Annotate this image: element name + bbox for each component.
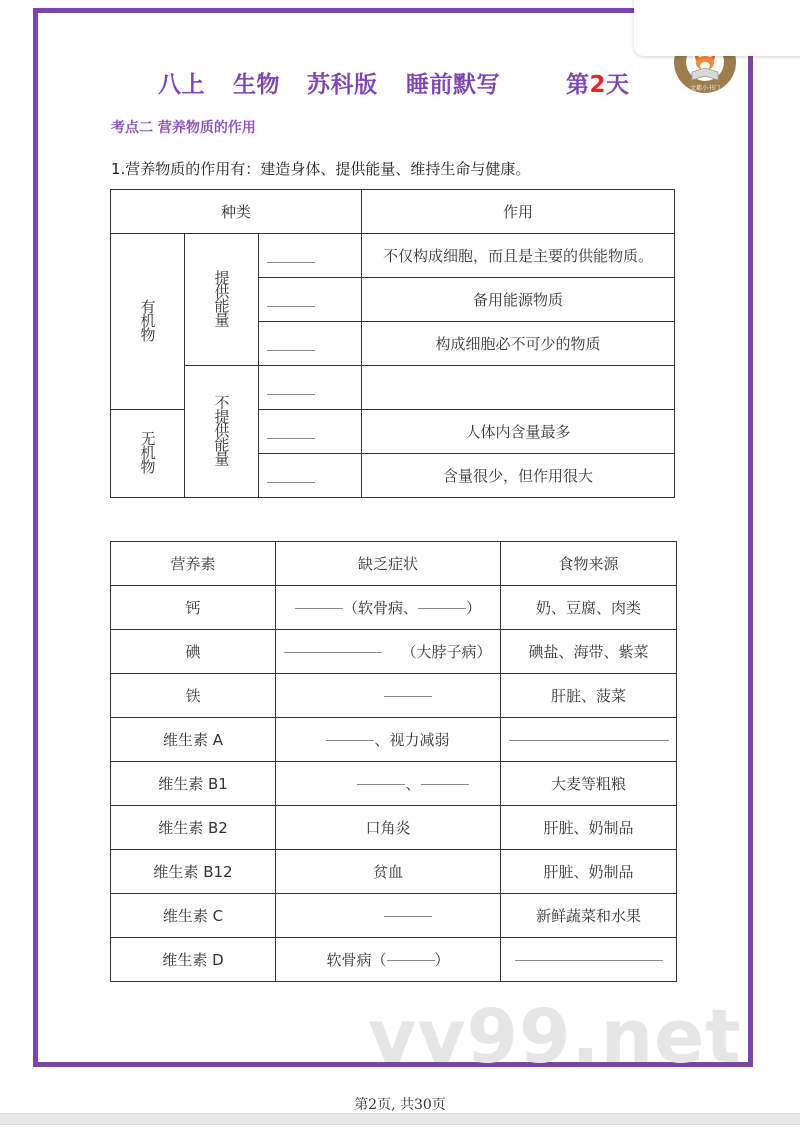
table-row bbox=[111, 718, 677, 762]
blank-line[interactable] bbox=[384, 916, 432, 917]
blank-line[interactable] bbox=[295, 608, 343, 609]
source-cell: 肝脏、奶制品 bbox=[501, 850, 677, 894]
blank-line[interactable] bbox=[267, 306, 315, 307]
nutrient-cell: 碘 bbox=[111, 630, 276, 674]
blank-line[interactable] bbox=[267, 350, 315, 351]
header-source: 食物来源 bbox=[501, 542, 677, 586]
function-cell bbox=[362, 366, 675, 410]
group-organic: 有机物 bbox=[111, 234, 185, 410]
function-cell: 构成细胞必不可少的物质 bbox=[362, 322, 675, 366]
nutrient-cell: 钙 bbox=[111, 586, 276, 630]
nutrient-cell: 铁 bbox=[111, 674, 276, 718]
symptom-cell[interactable]: （大脖子病） bbox=[276, 630, 501, 674]
symptom-cell[interactable] bbox=[276, 674, 501, 718]
fill-blank-cell[interactable] bbox=[259, 322, 362, 366]
symptom-cell: 贫血 bbox=[276, 850, 501, 894]
table-row bbox=[111, 586, 677, 630]
group-no-energy: 不提供能量 bbox=[185, 366, 259, 498]
blank-line[interactable] bbox=[267, 262, 315, 263]
title-edition: 苏科版 bbox=[307, 72, 378, 98]
fill-blank-cell[interactable] bbox=[259, 454, 362, 498]
svg-text:文都小书门: 文都小书门 bbox=[689, 85, 721, 92]
function-cell: 人体内含量最多 bbox=[362, 410, 675, 454]
group-energy: 提供能量 bbox=[185, 234, 259, 366]
intro-text: 1.营养物质的作用有：建造身体、提供能量、维持生命与健康。 bbox=[111, 160, 531, 178]
symptom-cell[interactable]: 软骨病（ ） bbox=[276, 938, 501, 982]
blank-line[interactable] bbox=[418, 608, 466, 609]
header-nutrient: 营养素 bbox=[111, 542, 276, 586]
blank-line[interactable] bbox=[357, 784, 405, 785]
nutrient-category-table bbox=[110, 189, 675, 498]
next-page-top bbox=[0, 1125, 800, 1137]
source-cell: 新鲜蔬菜和水果 bbox=[501, 894, 677, 938]
symptom-cell[interactable]: （软骨病、 ） bbox=[276, 586, 501, 630]
nutrient-cell: 维生素 D bbox=[111, 938, 276, 982]
day-suffix: 天 bbox=[606, 72, 630, 98]
table-row bbox=[111, 674, 677, 718]
nutrient-cell: 维生素 B2 bbox=[111, 806, 276, 850]
table-row bbox=[111, 366, 675, 410]
header-category: 种类 bbox=[111, 190, 362, 234]
symptom-cell[interactable]: 、视力减弱 bbox=[276, 718, 501, 762]
table-row bbox=[111, 234, 675, 278]
function-cell: 不仅构成细胞，而且是主要的供能物质。 bbox=[362, 234, 675, 278]
day-number: 2 bbox=[589, 72, 607, 98]
function-cell: 备用能源物质 bbox=[362, 278, 675, 322]
blank-line[interactable] bbox=[509, 740, 669, 741]
blank-line[interactable] bbox=[387, 960, 435, 961]
source-cell: 碘盐、海带、紫菜 bbox=[501, 630, 677, 674]
floating-overlay-card[interactable] bbox=[634, 0, 800, 56]
table-row bbox=[111, 938, 677, 982]
blank-line[interactable] bbox=[267, 438, 315, 439]
source-cell: 肝脏、菠菜 bbox=[501, 674, 677, 718]
nutrient-cell: 维生素 B12 bbox=[111, 850, 276, 894]
table-row bbox=[111, 894, 677, 938]
symptom-cell[interactable] bbox=[276, 894, 501, 938]
page-indicator: 第2页, 共30页 bbox=[354, 1097, 446, 1113]
header-function: 作用 bbox=[362, 190, 675, 234]
blank-line[interactable] bbox=[284, 652, 382, 653]
nutrient-cell: 维生素 A bbox=[111, 718, 276, 762]
section-heading: 考点二 营养物质的作用 bbox=[111, 120, 256, 136]
title-activity: 睡前默写 bbox=[406, 72, 500, 98]
function-cell: 含量很少，但作用很大 bbox=[362, 454, 675, 498]
blank-line[interactable] bbox=[515, 960, 663, 961]
table-row bbox=[111, 806, 677, 850]
nutrient-cell: 维生素 C bbox=[111, 894, 276, 938]
title-grade: 八上 bbox=[158, 72, 205, 98]
source-cell[interactable] bbox=[501, 718, 677, 762]
table-row bbox=[111, 850, 677, 894]
nutrient-deficiency-table bbox=[110, 541, 677, 982]
fill-blank-cell[interactable] bbox=[259, 366, 362, 410]
source-cell: 奶、豆腐、肉类 bbox=[501, 586, 677, 630]
blank-line[interactable] bbox=[267, 394, 315, 395]
blank-line[interactable] bbox=[421, 784, 469, 785]
page-title bbox=[158, 66, 638, 100]
fill-blank-cell[interactable] bbox=[259, 278, 362, 322]
table-row bbox=[111, 762, 677, 806]
symptom-cell: 口角炎 bbox=[276, 806, 501, 850]
day-prefix: 第 bbox=[566, 72, 590, 98]
header-symptom: 缺乏症状 bbox=[276, 542, 501, 586]
source-cell: 肝脏、奶制品 bbox=[501, 806, 677, 850]
table-header-row bbox=[111, 190, 675, 234]
blank-line[interactable] bbox=[326, 740, 374, 741]
nutrient-cell: 维生素 B1 bbox=[111, 762, 276, 806]
fill-blank-cell[interactable] bbox=[259, 234, 362, 278]
blank-line[interactable] bbox=[267, 482, 315, 483]
blank-line[interactable] bbox=[384, 696, 432, 697]
fill-blank-cell[interactable] bbox=[259, 410, 362, 454]
source-cell: 大麦等粗粮 bbox=[501, 762, 677, 806]
watermark: vv99.net bbox=[368, 994, 742, 1080]
table-header-row bbox=[111, 542, 677, 586]
table-row bbox=[111, 630, 677, 674]
symptom-cell[interactable]: 、 bbox=[276, 762, 501, 806]
source-cell[interactable] bbox=[501, 938, 677, 982]
title-day bbox=[566, 66, 630, 99]
group-inorganic: 无机物 bbox=[111, 410, 185, 498]
page-separator bbox=[0, 1113, 800, 1125]
title-subject: 生物 bbox=[233, 72, 280, 98]
